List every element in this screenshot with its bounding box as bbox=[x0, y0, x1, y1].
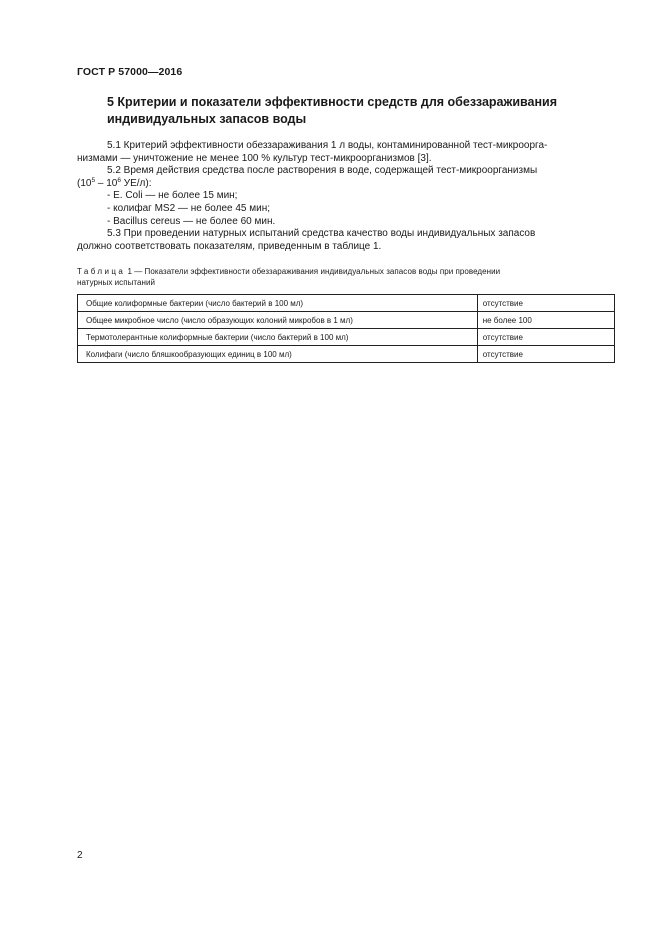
page-number: 2 bbox=[77, 850, 83, 861]
section-title bbox=[107, 94, 607, 128]
range-open: (10 bbox=[77, 177, 92, 189]
indicator-cell: Общее микробное число (число образующих колоний микробов в 1 мл) bbox=[78, 312, 478, 329]
table-caption-label: Таблица bbox=[77, 267, 126, 276]
list-item-e-coli: - E. Coli — не более 15 мин; bbox=[107, 190, 238, 202]
list-item-bacillus: - Bacillus cereus — не более 60 мин. bbox=[107, 215, 276, 227]
paragraph-5-2: 5.2 Время действия средства после растворения в воде, содержащей тест-микроорганизмы bbox=[107, 165, 538, 177]
range-mid: – 10 bbox=[95, 177, 118, 189]
paragraph-5-3: 5.3 При проведении натурных испытаний средства качество воды индивидуальных запасов bbox=[107, 228, 536, 240]
section-title-line-2: индивидуальных запасов воды bbox=[107, 112, 307, 126]
table-caption-line-1 bbox=[77, 267, 614, 278]
section-body bbox=[77, 140, 614, 253]
section-title-line-1: 5 Критерии и показатели эффективности средств для обеззараживания bbox=[107, 95, 558, 109]
paragraph-5-3-continuation: должно соответствовать показателям, приведенным в таблице 1. bbox=[77, 240, 382, 252]
indicator-cell: Термотолерантные колиформные бактерии (число бактерий в 100 мл) bbox=[78, 329, 478, 346]
value-cell: отсутствие bbox=[477, 346, 614, 363]
range-exponent-1: 5 bbox=[91, 176, 96, 184]
value-cell: отсутствие bbox=[477, 329, 614, 346]
document-header: ГОСТ Р 57000—2016 bbox=[77, 66, 183, 78]
indicator-cell: Общие колиформные бактерии (число бактерий в 100 мл) bbox=[78, 295, 478, 312]
range-exponent-2: 6 bbox=[117, 176, 121, 184]
range-close: УЕ/л): bbox=[120, 177, 152, 189]
table-row bbox=[78, 346, 615, 363]
value-cell: отсутствие bbox=[477, 295, 614, 312]
table-caption-number: 1 bbox=[125, 267, 132, 276]
paragraph-5-2-range bbox=[77, 178, 614, 191]
indicator-cell: Колифаги (число бляшкообразующих единиц в 100 мл) bbox=[78, 346, 478, 363]
list-item-ms2: - колифаг MS2 — не более 45 мин; bbox=[107, 202, 271, 214]
table-row bbox=[78, 329, 615, 346]
table-row bbox=[78, 312, 615, 329]
paragraph-5-1: 5.1 Критерий эффективности обеззараживания 1 л воды, контаминированной тест-микроорга- bbox=[107, 140, 548, 151]
table-caption-text: — Показатели эффективности обеззараживания индивидуальных запасов воды при проведении bbox=[131, 267, 501, 276]
indicators-table bbox=[77, 294, 615, 363]
paragraph-5-1-continuation: низмами — уничтожение не менее 100 % культур тест-микроорганизмов [3]. bbox=[77, 152, 432, 164]
table-caption-line-2: натурных испытаний bbox=[77, 277, 156, 287]
table-row bbox=[78, 295, 615, 312]
table-caption bbox=[77, 267, 614, 288]
value-cell: не более 100 bbox=[477, 312, 614, 329]
